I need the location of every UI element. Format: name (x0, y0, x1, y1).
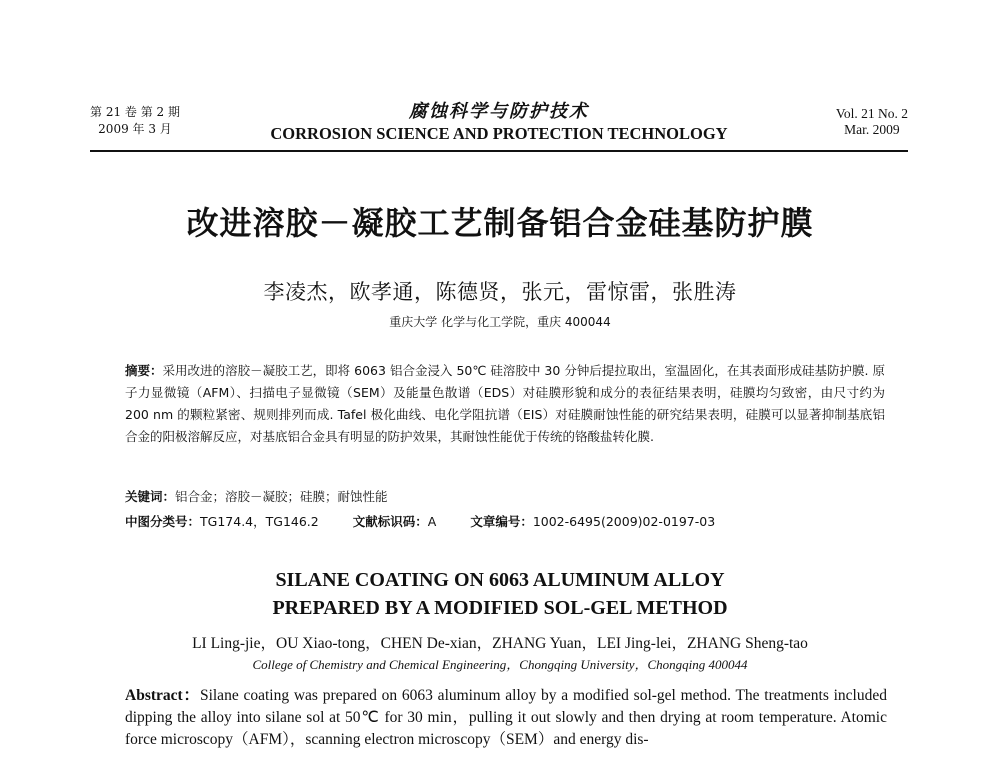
date-cn: 2009 年 3 月 (98, 122, 172, 136)
journal-name (90, 100, 908, 144)
affiliation-en: College of Chemistry and Chemical Engineering，Chongqing University，Chongqing 400044 (252, 657, 748, 672)
abstract-label-cn: 摘要： (125, 363, 163, 378)
abstract-text-en: Silane coating was prepared on 6063 aluminum alloy by a modified sol-gel method. The treatments included dipping the alloy into silane sol at 50℃ for 30 min，pulling it out slowly and then drying at room temperature. Atomic force microscopy（AFM），scanning electron microscopy（SEM）and energy dis- (125, 687, 887, 748)
doc-code-label: 文献标识码： (352, 514, 428, 529)
volume-issue-cn: 第 21 卷 第 2 期 (90, 105, 180, 119)
paper-title-en (0, 566, 1000, 622)
journal-name-cn: 腐蚀科学与防护技术 (409, 101, 589, 122)
clc-value: TG174.4，TG146.2 (200, 514, 319, 529)
doc-code-value: A (427, 514, 437, 529)
journal-header (90, 100, 908, 152)
article-number-label: 文章编号： (470, 514, 533, 529)
issue-info-en (836, 106, 908, 138)
abstract-label-en: Abstract： (125, 687, 200, 704)
paper-title-en-line2: PREPARED BY A MODIFIED SOL-GEL METHOD (272, 597, 728, 619)
paper-title-cn: 改进溶胶－凝胶工艺制备铝合金硅基防护膜 (186, 204, 814, 242)
keywords-text-cn: 铝合金；溶胶－凝胶；硅膜；耐蚀性能 (175, 489, 388, 504)
journal-name-en: CORROSION SCIENCE AND PROTECTION TECHNOLOGY (270, 124, 728, 143)
clc-label: 中图分类号： (125, 514, 201, 529)
date-en: Mar. 2009 (844, 122, 900, 137)
abstract-en (125, 685, 887, 751)
classification-line (125, 512, 885, 530)
authors-en: LI Ling-jie，OU Xiao-tong，CHEN De-xian，ZHANG Yuan，LEI Jing-lei，ZHANG Sheng-tao (192, 635, 808, 652)
affiliation-cn: 重庆大学 化学与化工学院，重庆 400044 (389, 315, 611, 329)
authors-cn: 李凌杰，欧孝通，陈德贤，张元，雷惊雷，张胜涛 (263, 280, 737, 304)
abstract-text-cn: 采用改进的溶胶－凝胶工艺，即将 6063 铝合金浸入 50℃ 硅溶胶中 30 分钟后提拉取出，室温固化，在其表面形成硅基防护膜. 原子力显微镜（AFM）、扫描电子显微镜（SEM）及能量色散谱（EDS）对硅膜形貌和成分的表征结果表明，硅膜均匀致密，由尺寸约为 200 nm 的颗粒紧密、规则排列而成. Tafel 极化曲线、电化学阻抗谱（EIS）对硅膜耐蚀性能的研究结果表明，硅膜可以显著抑制基底铝合金的阳极溶解反应，对基底铝合金具有明显的防护效果，其耐蚀性能优于传统的铬酸盐转化膜. (125, 363, 885, 444)
abstract-cn (125, 360, 885, 448)
volume-issue-en: Vol. 21 No. 2 (835, 106, 908, 121)
paper-title-en-line1: SILANE COATING ON 6063 ALUMINUM ALLOY (275, 569, 725, 591)
keywords-cn (125, 487, 885, 505)
keywords-label-cn: 关键词： (125, 489, 176, 504)
article-number-value: 1002-6495(2009)02-0197-03 (532, 514, 716, 529)
